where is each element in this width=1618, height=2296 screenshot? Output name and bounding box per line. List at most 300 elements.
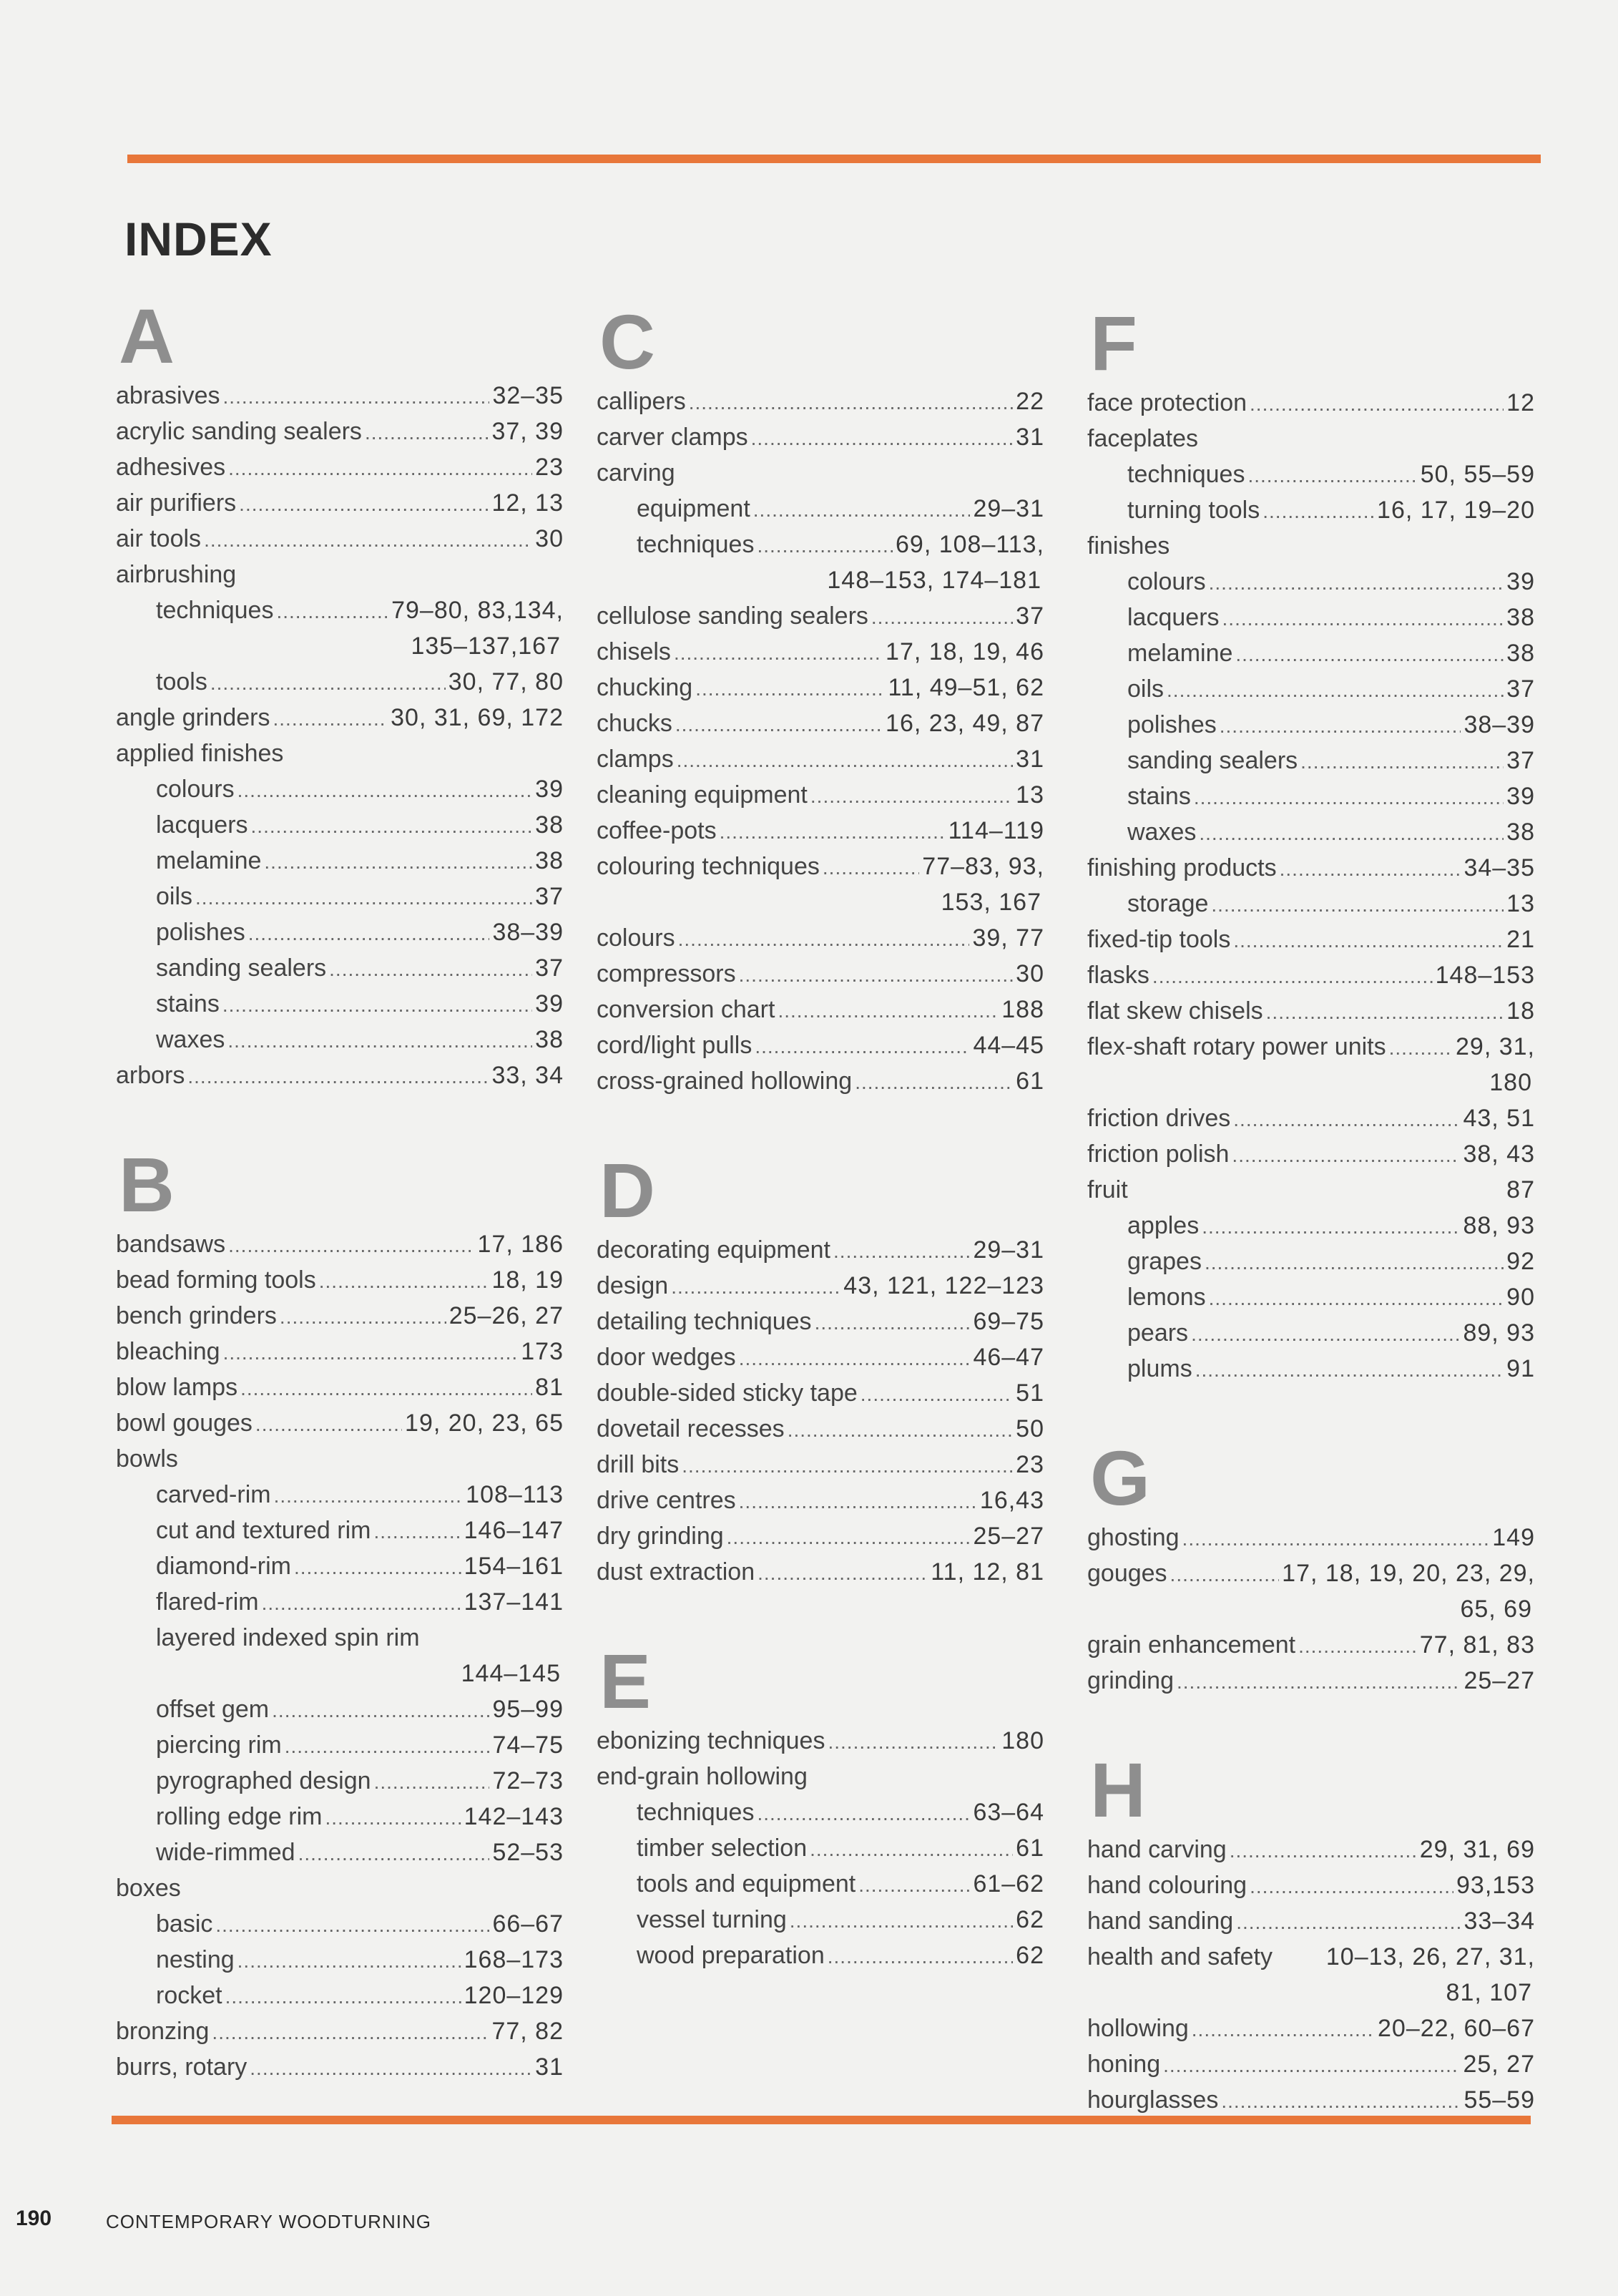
index-entry (116, 1057, 564, 1093)
entry-term: bowl gouges (116, 1410, 252, 1437)
entry-term: techniques (637, 1799, 755, 1826)
entry-term: storage (1127, 890, 1209, 917)
dot-leader (1209, 565, 1504, 601)
entry-term: melamine (156, 847, 262, 874)
index-subentry (116, 1978, 564, 2013)
index-entry (116, 2013, 564, 2049)
index-subentry (116, 843, 564, 879)
index-subentry (1087, 778, 1535, 814)
entry-pages-continued: 135–137,167 (411, 632, 561, 660)
page-title: INDEX (124, 212, 273, 265)
entry-term: boxes (116, 1875, 181, 1902)
index-subentry (116, 950, 564, 986)
index-subentry (597, 527, 1044, 562)
index-entry (116, 521, 564, 557)
entry-term: pyrographed design (156, 1767, 371, 1794)
entry-pages: 30, 31, 69, 172 (391, 704, 564, 731)
entry-term: blow lamps (116, 1374, 238, 1401)
entry-term: face protection (1087, 389, 1247, 416)
index-subentry (1087, 1208, 1535, 1244)
entry-pages: 37 (535, 954, 564, 982)
index-entry (597, 920, 1044, 956)
index-entry (1087, 1867, 1535, 1903)
entry-term: finishes (1087, 532, 1170, 560)
section-letter: D (599, 1147, 655, 1234)
entry-pages: 31 (535, 2053, 564, 2081)
entry-term: lemons (1127, 1284, 1206, 1311)
entry-pages: 10–13, 26, 27, 31, (1325, 1943, 1535, 1970)
index-entry (597, 1063, 1044, 1099)
index-entry (1087, 2046, 1535, 2082)
entry-term: polishes (1127, 711, 1217, 738)
entry-term: techniques (637, 531, 755, 558)
dot-leader (1191, 1316, 1460, 1352)
entry-pages: 114–119 (948, 817, 1044, 844)
entry-term: end-grain hollowing (597, 1763, 808, 1790)
entry-term: nesting (156, 1946, 235, 1973)
entry-term: pears (1127, 1319, 1189, 1347)
index-entry (597, 598, 1044, 634)
entry-term: double-sided sticky tape (597, 1379, 858, 1407)
index-entry (1087, 922, 1535, 957)
entry-term: cleaning equipment (597, 781, 808, 809)
dot-leader (751, 421, 1014, 456)
index-entry (1087, 2082, 1535, 2118)
index-entry (597, 1339, 1044, 1375)
section-letter: F (1090, 300, 1137, 386)
entry-pages: 29, 31, 69 (1419, 1836, 1535, 1863)
dot-leader (240, 1371, 532, 1407)
dot-leader (1235, 637, 1504, 673)
dot-leader (739, 1341, 971, 1377)
entry-term: airbrushing (116, 561, 237, 588)
entry-pages: 39 (1506, 568, 1535, 595)
entry-pages: 38 (535, 811, 564, 839)
entry-pages: 95–99 (492, 1696, 564, 1723)
index-entry (1087, 1663, 1535, 1699)
dot-leader (280, 1299, 446, 1335)
index-subentry (1087, 1279, 1535, 1315)
dot-leader (223, 1335, 519, 1371)
entry-term: colours (597, 924, 675, 952)
entry-pages: 11, 49–51, 62 (888, 674, 1044, 701)
entry-term: polishes (156, 919, 245, 946)
entry-pages: 173 (521, 1338, 564, 1365)
entry-pages: 25, 27 (1463, 2051, 1535, 2078)
entry-term: flasks (1087, 962, 1149, 989)
entry-pages: 62 (1016, 1906, 1044, 1933)
dot-leader (222, 987, 532, 1023)
top-rule (127, 155, 1541, 163)
entry-pages: 13 (1506, 890, 1535, 917)
entry-term: timber selection (637, 1835, 808, 1862)
index-subentry (116, 1942, 564, 1978)
entry-term: adhesives (116, 454, 226, 481)
entry-term: health and safety (1087, 1943, 1273, 1970)
entry-term: oils (1127, 675, 1165, 703)
entry-pages: 88, 93 (1463, 1212, 1535, 1239)
dot-leader (264, 844, 532, 880)
entry-term: fruit (1087, 1176, 1128, 1203)
entry-pages: 25–27 (1463, 1667, 1535, 1694)
entry-pages: 92 (1506, 1248, 1535, 1275)
dot-leader (1199, 816, 1504, 851)
index-entry (597, 1375, 1044, 1411)
dot-leader (274, 1478, 464, 1514)
dot-leader (239, 487, 489, 522)
index-entry (1087, 1100, 1535, 1136)
dot-leader (195, 880, 532, 916)
entry-term: conversion chart (597, 996, 775, 1023)
entry-term: ebonizing techniques (597, 1727, 825, 1754)
entry-term: wood preparation (637, 1942, 825, 1969)
index-entry (1087, 1172, 1535, 1208)
index-entry (1087, 1136, 1535, 1172)
entry-term: detailing techniques (597, 1308, 812, 1335)
dot-leader (1205, 1245, 1504, 1281)
dot-leader (1220, 708, 1461, 744)
entry-term: gouges (1087, 1560, 1167, 1587)
dot-leader (1250, 386, 1504, 422)
index-subentry (1087, 600, 1535, 635)
entry-pages: 16,43 (979, 1487, 1044, 1514)
entry-pages: 46–47 (973, 1344, 1044, 1371)
entry-term: callipers (597, 388, 686, 415)
dot-leader (675, 707, 883, 743)
dot-leader (365, 415, 489, 451)
dot-leader (1262, 494, 1374, 529)
entry-term: cross-grained hollowing (597, 1068, 853, 1095)
dot-leader (251, 809, 533, 844)
entry-term: grinding (1087, 1667, 1174, 1694)
entry-term: air tools (116, 525, 202, 552)
index-entry (116, 1870, 564, 1906)
dot-leader (1182, 1521, 1490, 1557)
entry-term: compressors (597, 960, 736, 987)
index-subentry (116, 807, 564, 843)
dot-leader (755, 1029, 970, 1065)
dot-leader (695, 671, 885, 707)
index-subentry (1087, 707, 1535, 743)
entry-pages: 37 (1506, 747, 1535, 774)
entry-term: chucks (597, 710, 672, 737)
entry-pages: 74–75 (492, 1731, 564, 1759)
dot-leader (861, 1377, 1013, 1412)
entry-pages: 30, 77, 80 (448, 668, 564, 695)
dot-leader (1222, 601, 1504, 637)
dot-leader (1247, 458, 1417, 494)
entry-pages: 29–31 (973, 495, 1044, 522)
dot-leader (1195, 1352, 1504, 1388)
dot-leader (325, 1800, 461, 1836)
entry-term: bronzing (116, 2018, 210, 2045)
entry-term: friction drives (1087, 1105, 1231, 1132)
dot-leader (373, 1514, 461, 1550)
index-subentry (1087, 564, 1535, 600)
index-entry (597, 1447, 1044, 1482)
entry-term: stains (1127, 783, 1191, 810)
dot-leader (319, 1264, 489, 1299)
dot-leader (204, 522, 532, 558)
dot-leader (187, 1059, 489, 1095)
index-entry (597, 849, 1044, 884)
index-subentry (1087, 1244, 1535, 1279)
index-entry (597, 705, 1044, 741)
section-letter: B (119, 1141, 175, 1228)
section-letter: C (599, 298, 655, 385)
entry-pages: 19, 20, 23, 65 (405, 1410, 564, 1437)
dot-leader (1152, 959, 1433, 995)
entry-pages-continued: 153, 167 (941, 889, 1041, 916)
entry-pages: 38 (1506, 640, 1535, 667)
dot-leader (1300, 744, 1504, 780)
dot-leader (228, 451, 532, 487)
dot-leader (1211, 887, 1504, 923)
entry-term: air purifiers (116, 489, 237, 517)
entry-pages: 43, 51 (1463, 1105, 1535, 1132)
entry-pages: 61 (1016, 1835, 1044, 1862)
dot-leader (1236, 1905, 1461, 1940)
entry-pages: 16, 23, 49, 87 (886, 710, 1044, 737)
dot-leader (1232, 1138, 1460, 1173)
entry-term: carving (597, 459, 675, 487)
index-entry (116, 449, 564, 485)
index-subentry (1087, 886, 1535, 922)
entry-pages: 17, 18, 19, 20, 23, 29, (1282, 1560, 1535, 1587)
index-entry (597, 1482, 1044, 1518)
entry-pages: 63–64 (973, 1799, 1044, 1826)
dot-leader (210, 665, 446, 701)
entry-term: faceplates (1087, 425, 1198, 452)
entry-term: honing (1087, 2051, 1161, 2078)
dot-leader (823, 850, 919, 886)
index-subentry (116, 1513, 564, 1548)
bottom-rule (112, 2116, 1531, 2124)
entry-term: basic (156, 1910, 213, 1938)
entry-pages: 168–173 (464, 1946, 564, 1973)
entry-term: rocket (156, 1982, 222, 2009)
index-entry (116, 1334, 564, 1369)
entry-term: angle grinders (116, 704, 270, 731)
entry-pages: 77–83, 93, (922, 853, 1044, 880)
dot-leader (757, 528, 893, 564)
index-entry (116, 1226, 564, 1262)
index-column-1 (116, 293, 564, 2085)
index-subentry (116, 1835, 564, 1870)
entry-pages: 23 (535, 454, 564, 481)
entry-pages: 44–45 (973, 1032, 1044, 1059)
dot-leader (671, 1269, 840, 1305)
dot-leader (757, 1796, 970, 1832)
dot-leader (828, 1939, 1013, 1975)
index-entry (1087, 1555, 1535, 1591)
entry-pages: 69, 108–113, (896, 531, 1044, 558)
section-letter: G (1090, 1435, 1151, 1521)
dot-leader (225, 1979, 461, 2015)
running-footer-title: CONTEMPORARY WOODTURNING (106, 2211, 431, 2232)
entry-term: diamond-rim (156, 1553, 291, 1580)
index-entry (1087, 993, 1535, 1029)
entry-term: colours (1127, 568, 1206, 595)
index-entry (116, 2049, 564, 2085)
entry-term: bandsaws (116, 1231, 226, 1258)
index-subentry (116, 1022, 564, 1057)
dot-leader (1177, 1664, 1461, 1700)
index-entry (1087, 528, 1535, 564)
index-entry (597, 1304, 1044, 1339)
dot-leader (739, 1484, 977, 1520)
index-entry (597, 419, 1044, 455)
index-entry (597, 455, 1044, 491)
entry-term: finishing products (1087, 854, 1277, 881)
dot-leader (272, 1693, 489, 1729)
index-subentry (597, 1902, 1044, 1938)
entry-pages: 93,153 (1456, 1872, 1535, 1899)
index-entry (597, 1232, 1044, 1268)
entry-pages: 61–62 (973, 1870, 1044, 1897)
entry-pages: 37, 39 (491, 418, 564, 445)
entry-pages: 13 (1016, 781, 1044, 809)
index-entry (1087, 957, 1535, 993)
index-entry (116, 1441, 564, 1477)
dot-leader (1280, 851, 1461, 887)
index-column-2 (597, 298, 1044, 1973)
entry-pages: 11, 12, 81 (931, 1558, 1044, 1586)
index-entry (1087, 421, 1535, 456)
dot-leader (1194, 780, 1504, 816)
entry-pages: 31 (1016, 424, 1044, 451)
entry-pages: 17, 18, 19, 46 (886, 638, 1044, 665)
entry-term: apples (1127, 1212, 1200, 1239)
index-entry (116, 485, 564, 521)
index-subentry (116, 1727, 564, 1763)
index-subentry (597, 1938, 1044, 1973)
index-entry (597, 1027, 1044, 1063)
entry-term: cellulose sanding sealers (597, 602, 868, 630)
entry-pages: 29, 31, (1456, 1033, 1535, 1060)
entry-pages: 37 (535, 883, 564, 910)
index-entry (597, 1759, 1044, 1794)
dot-leader (285, 1729, 490, 1764)
dot-leader (1209, 1281, 1504, 1316)
dot-leader (788, 1412, 1013, 1448)
entry-pages: 72–73 (492, 1767, 564, 1794)
entry-term: bleaching (116, 1338, 220, 1365)
index-subentry (597, 1794, 1044, 1830)
entry-pages: 16, 17, 19–20 (1377, 497, 1535, 524)
entry-pages: 33, 34 (491, 1062, 564, 1089)
entry-pages-continued: 144–145 (461, 1660, 561, 1687)
entry-pages: 39, 77 (972, 924, 1044, 952)
entry-pages: 154–161 (464, 1553, 564, 1580)
entry-pages: 38–39 (1463, 711, 1535, 738)
dot-leader (1170, 1557, 1280, 1593)
index-subentry (1087, 635, 1535, 671)
entry-pages: 142–143 (464, 1803, 564, 1830)
dot-leader (689, 385, 1013, 421)
dot-leader (1233, 923, 1504, 959)
entry-term: sanding sealers (1127, 747, 1298, 774)
entry-pages: 81 (535, 1374, 564, 1401)
entry-pages: 33–34 (1463, 1907, 1535, 1935)
page-number: 190 (16, 2207, 52, 2230)
entry-term: tools (156, 668, 207, 695)
index-entry (116, 736, 564, 771)
dot-leader (262, 1586, 461, 1621)
entry-pages: 90 (1506, 1284, 1535, 1311)
index-entry (1087, 1832, 1535, 1867)
dot-leader (858, 1867, 970, 1903)
entry-pages: 38 (535, 1026, 564, 1053)
entry-term: colours (156, 776, 235, 803)
dot-leader (677, 743, 1013, 778)
dot-leader (215, 1907, 489, 1943)
entry-pages: 32–35 (492, 382, 564, 409)
entry-pages: 30 (1016, 960, 1044, 987)
dot-leader (1163, 2048, 1460, 2084)
entry-pages: 87 (1506, 1176, 1535, 1203)
entry-pages: 77, 82 (491, 2018, 564, 2045)
index-entry (597, 634, 1044, 670)
dot-leader (790, 1903, 1013, 1939)
dot-leader (739, 957, 1014, 993)
entry-term: friction polish (1087, 1140, 1230, 1168)
index-entry (1087, 385, 1535, 421)
index-subentry (597, 1866, 1044, 1902)
index-entry (116, 1262, 564, 1298)
entry-pages: 61 (1016, 1068, 1044, 1095)
index-subentry (116, 1799, 564, 1835)
dot-leader (294, 1550, 461, 1586)
index-subentry (1087, 671, 1535, 707)
index-entry (116, 700, 564, 736)
entry-pages: 52–53 (492, 1839, 564, 1866)
entry-term: burrs, rotary (116, 2053, 247, 2081)
index-entry (597, 1518, 1044, 1554)
index-subentry (1087, 743, 1535, 778)
dot-leader (248, 916, 490, 952)
entry-pages: 120–129 (464, 1982, 564, 2009)
index-subentry (1087, 456, 1535, 492)
entry-term: coffee-pots (597, 817, 717, 844)
entry-pages: 38, 43 (1463, 1140, 1535, 1168)
entry-pages: 79–80, 83,134, (391, 597, 564, 624)
dot-leader (828, 1724, 999, 1760)
index-subentry (116, 914, 564, 950)
entry-pages: 37 (1506, 675, 1535, 703)
entry-term: sanding sealers (156, 954, 327, 982)
index-entry (1087, 1520, 1535, 1555)
dot-leader (1389, 1030, 1453, 1066)
entry-term: drive centres (597, 1487, 736, 1514)
index-entry (116, 378, 564, 414)
index-entry (1087, 1627, 1535, 1663)
entry-term: hourglasses (1087, 2086, 1219, 2114)
entry-term: clamps (597, 746, 674, 773)
dot-leader (1221, 2084, 1461, 2119)
entry-pages: 12 (1506, 389, 1535, 416)
dot-leader (1250, 1869, 1453, 1905)
entry-term: design (597, 1272, 669, 1299)
entry-pages-continued: 65, 69 (1460, 1596, 1532, 1623)
section-letter: H (1090, 1747, 1146, 1833)
dot-leader (250, 2051, 532, 2086)
entry-pages: 108–113 (466, 1481, 564, 1508)
entry-pages: 29–31 (973, 1236, 1044, 1264)
section-letter: E (599, 1638, 652, 1724)
dot-leader (1266, 995, 1504, 1030)
index-entry (1087, 1029, 1535, 1065)
